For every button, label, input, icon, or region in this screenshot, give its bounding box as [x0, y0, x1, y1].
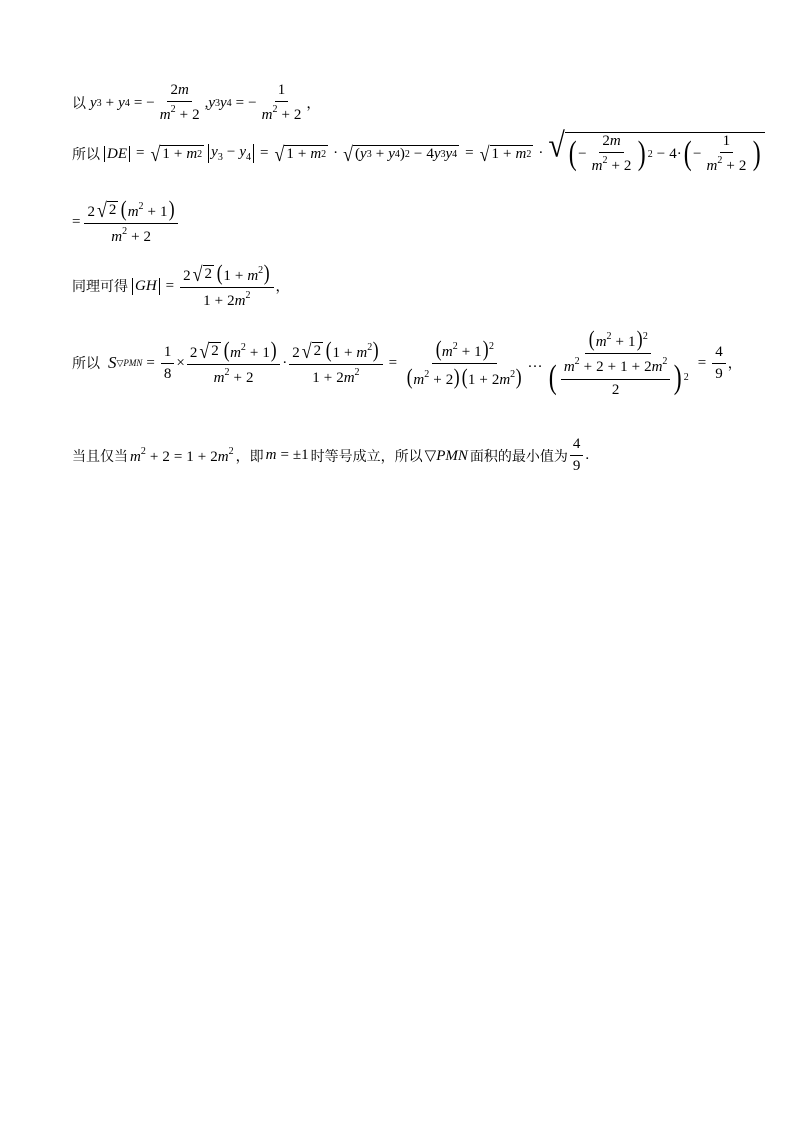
- line1-suffix: ，: [306, 96, 321, 113]
- solution-line-1: [72, 82, 320, 125]
- solution-line-3: [72, 198, 180, 247]
- line6-math-b: m = ±1: [265, 447, 309, 464]
- line3-formula: = 2 √ 2 $(m^2 + 1)$ $m^2 + 2$: [72, 198, 180, 247]
- line6-text-b: ，即: [235, 448, 264, 465]
- line4-suffix: ，: [275, 279, 290, 296]
- line5-prefix: 所以: [72, 356, 100, 373]
- solution-line-6: [72, 436, 589, 476]
- solution-line-4: [72, 262, 290, 311]
- line6-math-d: $\frac{4}{9}$: [570, 436, 584, 476]
- line5-suffix: ，: [727, 356, 742, 373]
- line6-suffix: .: [585, 447, 590, 464]
- line6-text-d: 面积的最小值为: [469, 448, 568, 465]
- line4-formula: GH = 2 √ 2 $(1 + m^2)$ $1 + 2m^2$: [130, 262, 276, 311]
- line5-formula: S ▽PMN = $\frac{1}{8}$ × 2 √ 2 $(m^2 + 1)$ $m^2 + 2$ · 2 √ 2 $(1 + m^2)$ $1 + 2m^2$ = $\frac{(m^2 + 1)^2}{(m^2 + 2)(1 + 2m^2)}$ … $(m^2 + 1)^2$ ( $\frac{m^2 + 2 + 1 + 2m^2}{2}$ ) 2 = $\frac{4}{9}$: [108, 328, 728, 399]
- line2-formula: DE = √ 1 + m 2 $y_3 - y_4$ = √ 1 + m 2 · √ ( y 3 + y 4 ) 2 − 4 y 3 y 4 = √ 1 + m 2 · √ ( − $\frac{2m}{m^2 + 2}$ ) 2 − 4· ( − $\frac{1}{m^2 + 2}$ ): [102, 132, 767, 176]
- line6-text-c: 时等号成立，所以: [310, 448, 423, 465]
- line6-math-c: ▽PMN: [424, 448, 468, 465]
- line4-prefix: 同理可得: [72, 279, 128, 296]
- line6-math-a: $m^2 + 2 = 1 + 2m^2$: [130, 445, 234, 465]
- solution-line-5: [72, 328, 742, 399]
- line6-text-a: 当且仅当: [72, 448, 128, 465]
- solution-line-2: [72, 126, 767, 176]
- line1-prefix: 以: [72, 96, 86, 113]
- line1-formula: y 3 + y 4 = − $\frac{2m}{m^2 + 2}$ , y 3 y 4 = − $\frac{1}{m^2 + 2}$: [90, 82, 302, 124]
- line2-prefix: 所以: [72, 146, 100, 163]
